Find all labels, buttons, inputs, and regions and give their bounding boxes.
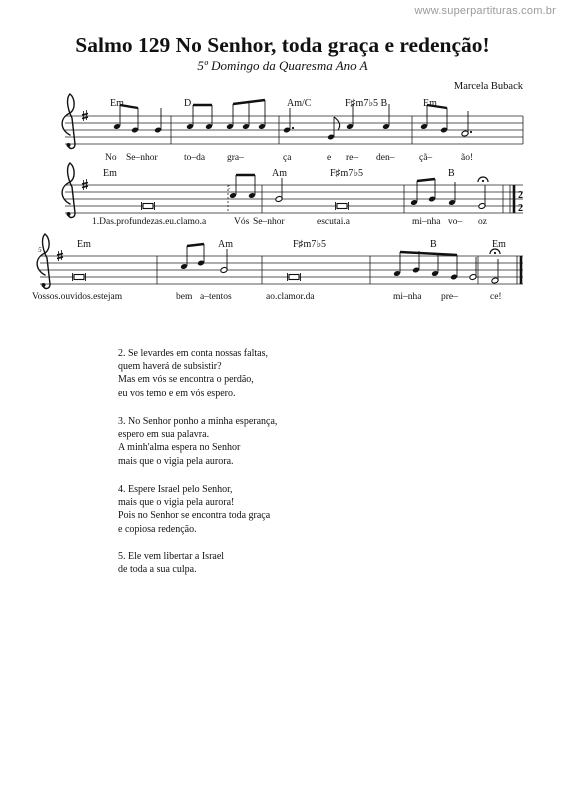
staff-system-3 [32,234,523,302]
lyric-syllable: Se–nhor [253,217,285,227]
svg-text:2: 2 [518,190,523,201]
treble-clef-icon [37,234,50,288]
fermata-icon [478,177,488,182]
lyric-syllable: pre– [441,292,458,302]
treble-clef-icon [62,163,75,217]
staff-system-1 [62,94,523,163]
lyric-syllable: vo– [448,217,463,227]
verse-line: mais que o vigia pela aurora! [118,497,235,509]
chord-symbol: Em [492,239,506,250]
verse-line: quem haverá de subsistir? [118,361,222,373]
lyric-syllable: escutai.a [317,217,350,227]
svg-text::: : [228,182,231,191]
lyric-syllable: 1.Das.profundezas.eu.clamo.a [92,217,207,227]
lyric-syllable: ão! [461,153,474,163]
lyric-syllable: No [105,153,117,163]
site-watermark: www.superpartituras.com.br [414,5,556,17]
verse-stanza-4 [118,483,270,536]
score-title: Salmo 129 No Senhor, toda graça e redenção! [75,33,490,57]
verse-line: eu vos temo e em vós espero. [118,387,236,399]
chord-symbol: B [430,239,437,250]
verse-line: de toda a sua culpa. [118,564,197,576]
chord-symbol: F♯m7♭5 [293,239,327,250]
verse-line: 5. Ele vem libertar a Israel [118,551,225,562]
key-signature-sharp [82,110,88,121]
chord-symbol: Am [218,239,233,250]
lyric-syllable: to–da [184,153,206,163]
treble-clef-icon [62,94,75,148]
chord-symbol: F♯m7♭5 B [345,98,388,109]
chord-symbol: Em [110,98,124,109]
lyric-syllable: mi–nha [412,217,441,227]
verse-line: Mas em vós se encontra o perdão, [118,374,254,386]
lyric-syllable: mi–nha [393,292,422,302]
lyric-syllable: ao.clamor.da [266,292,315,302]
lyric-syllable: Vós [234,217,250,227]
lyric-syllable: gra– [227,153,244,163]
chord-symbol: Em [423,98,437,109]
chord-symbol: B [448,168,455,179]
verse-line: 2. Se levardes em conta nossas faltas, [118,348,268,359]
lyric-syllable: e [327,153,332,163]
lyric-syllable: ça [283,153,292,163]
lyric-syllable: bem [176,292,193,302]
verse-line: A minh'alma espera no Senhor [118,442,241,454]
verse-line: 3. No Senhor ponho a minha esperança, [118,416,278,427]
lyric-syllable: oz [478,217,487,227]
lyric-syllable: Se–nhor [126,153,158,163]
chord-symbol: Em [103,168,117,179]
verse-stanza-5 [118,550,224,576]
verse-line: 4. Espere Israel pelo Senhor, [118,484,233,495]
measure-number: 5 [38,245,42,254]
staff-system-2 [62,163,523,227]
verse-stanza-3 [118,415,277,468]
lyric-syllable: den– [376,153,395,163]
chord-symbol: Am [272,168,287,179]
chord-symbol: D [184,98,192,109]
svg-text:2: 2 [518,203,523,214]
score-subtitle: 5º Domingo da Quaresma Ano A [197,58,368,73]
chord-symbol: F♯m7♭5 [330,168,364,179]
lyric-syllable: a–tentos [200,292,232,302]
key-signature-sharp [82,179,88,190]
verse-line: espero em sua palavra. [118,429,210,441]
lyric-syllable: ce! [490,292,502,302]
composer-name: Marcela Buback [453,81,523,92]
verse-line: Pois no Senhor se encontra toda graça [118,510,271,522]
chord-symbol: Am/C [287,98,312,109]
lyric-syllable: re– [346,153,359,163]
verse-line: mais que o vigia pela aurora. [118,455,234,467]
lyric-syllable: çã– [419,153,433,163]
verse-stanza-2 [118,347,268,400]
verse-line: e copiosa redenção. [118,523,197,535]
notes-system-2 [142,175,489,210]
key-signature-sharp [57,250,63,261]
chord-symbol: Em [77,239,91,250]
lyric-syllable: Vossos.ouvidos.estejam [32,292,123,302]
